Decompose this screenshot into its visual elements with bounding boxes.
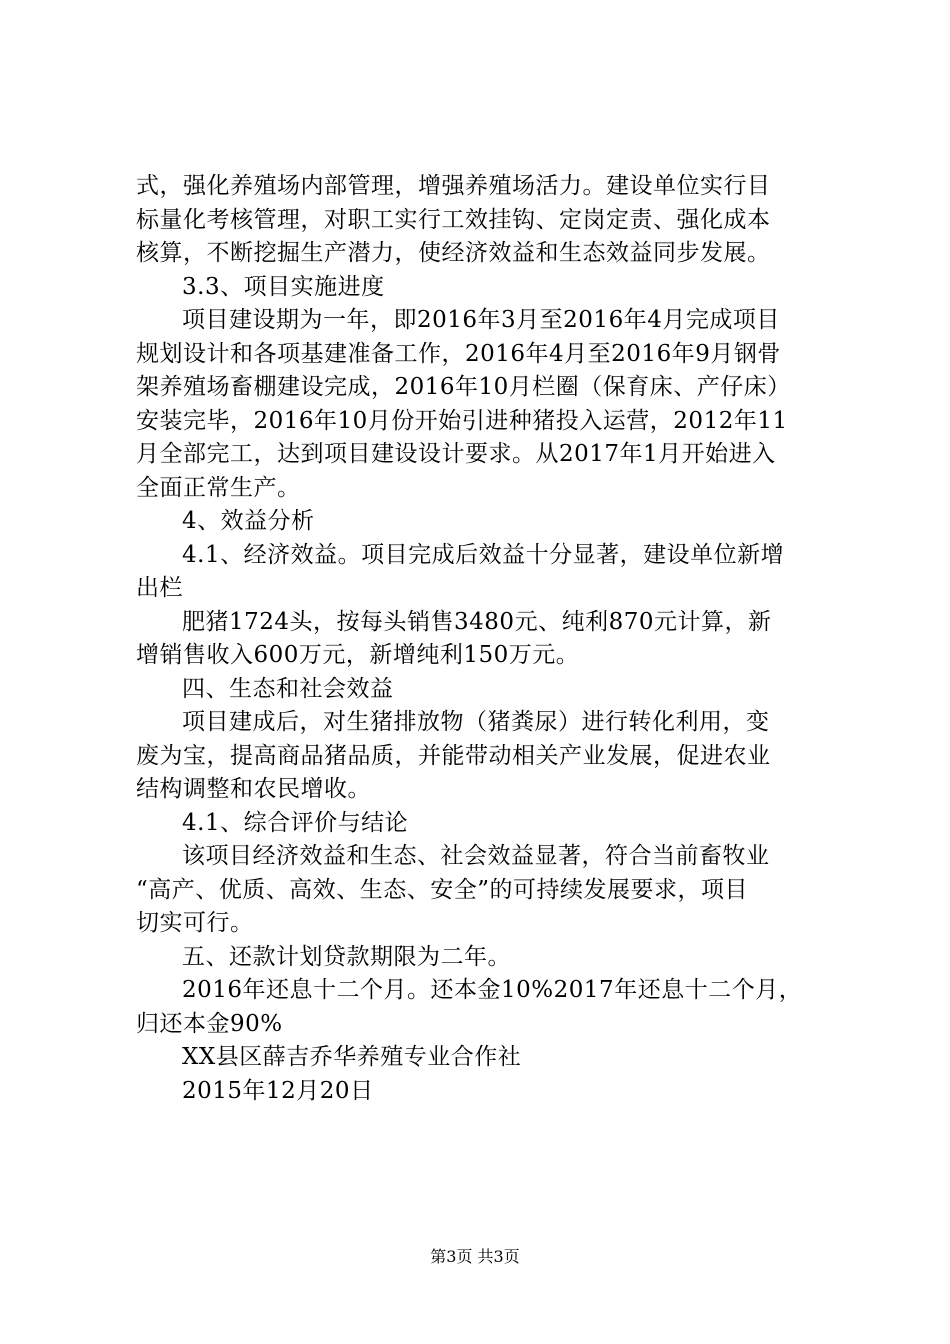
section-heading: 4、效益分析	[182, 508, 315, 534]
text-line: 标量化考核管理，对职工实行工效挂钩、定岗定责、强化成本	[136, 206, 771, 233]
text-line: 归还本金90%	[136, 1010, 283, 1037]
text-line: 2016年还息十二个月。还本金10%2017年还息十二个月，	[182, 977, 803, 1003]
text-line: 架养殖场畜棚建设完成，2016年10月栏圈（保育床、产仔床）	[136, 374, 791, 400]
text-line: 项目建设期为一年，即2016年3月至2016年4月完成项目	[182, 307, 780, 333]
text-line: 4.1、经济效益。项目完成后效益十分显著，建设单位新增	[182, 541, 785, 568]
section-heading: 4.1、综合评价与结论	[182, 809, 409, 836]
text-line: 核算，不断挖掘生产潜力，使经济效益和生态效益同步发展。	[136, 240, 771, 266]
text-line: 增销售收入600万元，新增纯利150万元。	[136, 642, 580, 668]
text-line: 规划设计和各项基建准备工作，2016年4月至2016年9月钢骨	[136, 340, 781, 367]
text-line: 出栏	[136, 575, 183, 601]
text-line: 废为宝，提高商品猪品质，并能带动相关产业发展，促进农业	[136, 742, 771, 769]
signature-date: 2015年12月20日	[182, 1077, 374, 1104]
text-line: 安装完毕，2016年10月份开始引进种猪投入运营，2012年11	[136, 407, 788, 434]
section-heading: 四、生态和社会效益	[182, 675, 394, 702]
text-line: 项目建成后，对生猪排放物（猪粪尿）进行转化利用，变	[182, 709, 770, 735]
text-line: 肥猪1724头，按每头销售3480元、纯利870元计算，新	[182, 608, 772, 635]
text-line: 月全部完工，达到项目建设设计要求。从2017年1月开始进入	[136, 441, 776, 467]
page-number-footer: 第3页 共3页	[430, 1247, 520, 1266]
text-line: “高产、优质、高效、生态、安全”的可持续发展要求，项目	[136, 876, 749, 903]
document-body	[136, 170, 836, 1108]
section-heading: 3.3、项目实施进度	[182, 273, 385, 300]
text-line: 式，强化养殖场内部管理，增强养殖场活力。建设单位实行目	[136, 173, 771, 199]
section-heading: 五、还款计划贷款期限为二年。	[182, 943, 511, 970]
text-line: 全面正常生产。	[136, 474, 301, 501]
text-line: 该项目经济效益和生态、社会效益显著，符合当前畜牧业	[182, 843, 770, 869]
text-line: 结构调整和农民增收。	[136, 776, 371, 802]
text-line: 切实可行。	[136, 910, 254, 936]
signature-organization: XX县区薛吉乔华养殖专业合作社	[182, 1044, 522, 1070]
